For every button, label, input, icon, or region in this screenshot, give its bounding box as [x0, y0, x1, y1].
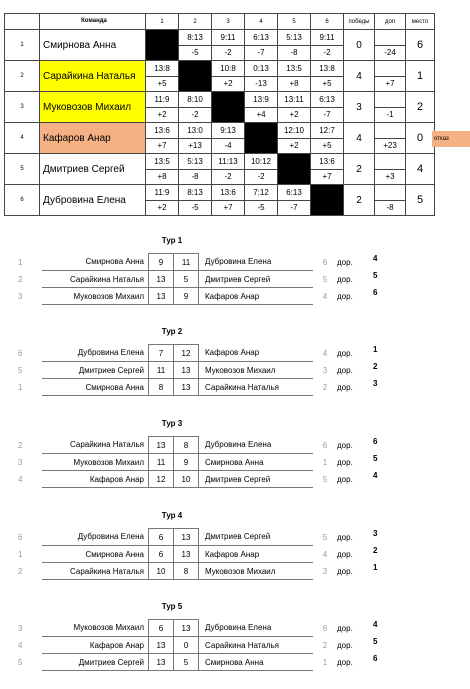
- tour-table: [18, 344, 386, 396]
- match-row: [18, 271, 385, 288]
- result-order: 3: [373, 378, 378, 388]
- place-value: 1: [406, 61, 435, 92]
- header-extra: доп: [375, 14, 406, 30]
- court-label: дор.: [337, 566, 353, 576]
- court-label: дор.: [337, 532, 353, 542]
- player2-score: 13: [174, 529, 199, 546]
- player1-index: 3: [18, 291, 23, 301]
- player1-name: Смирнова Анна: [42, 379, 149, 396]
- score-cell: [278, 61, 311, 92]
- score-value: 7:12: [245, 186, 277, 201]
- score-value: 8:13: [179, 186, 211, 201]
- court-label: дор.: [337, 365, 353, 375]
- score-diff: +4: [256, 109, 266, 119]
- place-value: 5: [406, 185, 435, 216]
- player2-name: Муковозов Михаил: [199, 563, 314, 580]
- match-row: [18, 471, 385, 488]
- match-row: [18, 620, 385, 637]
- player1-index: 2: [18, 566, 23, 576]
- player2-index: 2: [322, 382, 328, 392]
- extra-value: +7: [385, 78, 395, 88]
- header-col-2: 2: [179, 14, 212, 30]
- row-index: 4: [5, 123, 40, 154]
- player2-index: 1: [322, 457, 328, 467]
- score-cell: [311, 154, 344, 185]
- match-row: [18, 563, 385, 580]
- score-cell: [179, 30, 212, 61]
- player1-name: Дубровина Елена: [42, 345, 149, 362]
- player1-name: Муковозов Михаил: [42, 454, 149, 471]
- score-value: 6:13: [278, 186, 310, 201]
- score-value: 13:0: [179, 124, 211, 139]
- score-cell: [245, 61, 278, 92]
- score-cell: [179, 123, 212, 154]
- header-wins: победы: [344, 14, 375, 30]
- score-value: 13:9: [245, 93, 277, 108]
- header-col-1: 1: [146, 14, 179, 30]
- result-order: 5: [373, 270, 378, 280]
- player1-name: Сарайкина Наталья: [42, 437, 149, 454]
- player-name: Кафаров Анар: [40, 123, 146, 154]
- score-cell: [245, 92, 278, 123]
- player2-score: 13: [174, 379, 199, 396]
- player1-index: 1: [18, 549, 23, 559]
- player1-score: 10: [149, 563, 174, 580]
- score-value: 13:8: [146, 62, 178, 77]
- player2-score: 12: [174, 345, 199, 362]
- match-row: [18, 654, 385, 671]
- player1-name: Смирнова Анна: [42, 546, 149, 563]
- player1-score: 13: [149, 271, 174, 288]
- player1-name: Кафаров Анар: [42, 637, 149, 654]
- court-label: дор.: [337, 274, 353, 284]
- match-row: [18, 637, 385, 654]
- player1-score: 13: [149, 288, 174, 305]
- player2-index: 6: [322, 623, 328, 633]
- player2-score: 13: [174, 546, 199, 563]
- player2-index: 6: [322, 440, 328, 450]
- player2-index: 4: [322, 291, 328, 301]
- score-cell: [212, 61, 245, 92]
- standings-table: [4, 13, 435, 216]
- player2-name: Дубровина Елена: [199, 437, 314, 454]
- player2-score: 13: [174, 620, 199, 637]
- player1-name: Сарайкина Наталья: [42, 271, 149, 288]
- player1-index: 3: [18, 623, 23, 633]
- match-row: [18, 546, 385, 563]
- extra-cell: [375, 185, 406, 216]
- score-diff: +2: [289, 109, 299, 119]
- score-diff: -5: [191, 47, 199, 57]
- score-value: 13:5: [278, 62, 310, 77]
- player2-index: 5: [322, 532, 328, 542]
- header-col-4: 4: [245, 14, 278, 30]
- extra-value: +23: [383, 140, 397, 150]
- player2-name: Смирнова Анна: [199, 654, 314, 671]
- player2-score: 8: [174, 437, 199, 454]
- player2-name: Дубровина Елена: [199, 620, 314, 637]
- header-col-6: 6: [311, 14, 344, 30]
- place-value: 2: [406, 92, 435, 123]
- player1-score: 13: [149, 437, 174, 454]
- score-diff: -7: [323, 109, 331, 119]
- score-cell: [245, 185, 278, 216]
- score-value: 13:5: [146, 155, 178, 170]
- player2-score: 9: [174, 288, 199, 305]
- player1-name: Дубровина Елена: [42, 529, 149, 546]
- player2-index: 5: [322, 474, 328, 484]
- result-order: 4: [373, 253, 378, 263]
- player1-score: 11: [149, 454, 174, 471]
- player1-index: 1: [18, 382, 23, 392]
- player-name: Муковозов Михаил: [40, 92, 146, 123]
- score-cell: [212, 154, 245, 185]
- match-row: [18, 454, 385, 471]
- score-cell: [278, 185, 311, 216]
- player1-index: 1: [18, 257, 23, 267]
- wins-value: 3: [344, 92, 375, 123]
- score-value: 6:13: [245, 31, 277, 46]
- score-value: 9:11: [212, 31, 244, 46]
- player2-score: 0: [174, 637, 199, 654]
- score-diff: +8: [289, 78, 299, 88]
- header-place: место: [406, 14, 435, 30]
- score-diff: -7: [290, 202, 298, 212]
- player2-index: 4: [322, 348, 328, 358]
- place-value: 4: [406, 154, 435, 185]
- score-diff: -2: [191, 109, 199, 119]
- player2-name: Кафаров Анар: [199, 345, 314, 362]
- result-order: 6: [373, 287, 378, 297]
- score-value: 8:10: [179, 93, 211, 108]
- match-row: [18, 288, 385, 305]
- tour-title: Тур 2: [161, 327, 183, 336]
- score-value: 13:6: [212, 186, 244, 201]
- result-order: 2: [373, 361, 378, 371]
- tour-title: Тур 3: [161, 419, 183, 428]
- score-cell: [146, 123, 179, 154]
- player2-name: Дмитриев Сергей: [199, 271, 314, 288]
- player1-index: 6: [18, 532, 23, 542]
- player2-score: 10: [174, 471, 199, 488]
- player-name: Дмитриев Сергей: [40, 154, 146, 185]
- score-value: 11:9: [146, 93, 178, 108]
- score-diff: -2: [224, 171, 232, 181]
- score-cell: [311, 92, 344, 123]
- score-value: 5:13: [179, 155, 211, 170]
- player1-name: Кафаров Анар: [42, 471, 149, 488]
- player1-score: 9: [149, 254, 174, 271]
- score-value: 11:13: [212, 155, 244, 170]
- player1-score: 7: [149, 345, 174, 362]
- result-order: 5: [373, 636, 378, 646]
- score-value: 13:8: [311, 62, 343, 77]
- player2-index: 3: [322, 566, 328, 576]
- score-diff: -7: [257, 47, 265, 57]
- result-order: 4: [373, 619, 378, 629]
- player1-name: Дмитриев Сергей: [42, 654, 149, 671]
- player1-score: 12: [149, 471, 174, 488]
- score-diff: +7: [322, 171, 332, 181]
- score-value: 9:13: [212, 124, 244, 139]
- wins-value: 0: [344, 30, 375, 61]
- header-index: [5, 14, 40, 30]
- score-value: 9:11: [311, 31, 343, 46]
- player1-name: Смирнова Анна: [42, 254, 149, 271]
- score-value: 0:13: [245, 62, 277, 77]
- extra-value: -1: [386, 109, 394, 119]
- court-label: дор.: [337, 549, 353, 559]
- player1-name: Муковозов Михаил: [42, 288, 149, 305]
- standings-body: [5, 30, 435, 216]
- extra-value: -8: [386, 202, 394, 212]
- score-cell: [146, 92, 179, 123]
- score-value: 13:11: [278, 93, 310, 108]
- score-cell: [146, 61, 179, 92]
- player1-score: 11: [149, 362, 174, 379]
- score-value: 13:6: [146, 124, 178, 139]
- score-cell: [245, 30, 278, 61]
- result-order: 2: [373, 545, 378, 555]
- player2-score: 11: [174, 254, 199, 271]
- standings-row: [5, 185, 435, 216]
- result-order: 4: [373, 470, 378, 480]
- standings-row: [5, 154, 435, 185]
- score-value: 10:12: [245, 155, 277, 170]
- player2-index: 3: [322, 365, 328, 375]
- standings-row: [5, 92, 435, 123]
- tour-table: [18, 528, 386, 580]
- row-index: 1: [5, 30, 40, 61]
- result-order: 5: [373, 453, 378, 463]
- standings-row: [5, 61, 435, 92]
- player2-name: Сарайкина Наталья: [199, 637, 314, 654]
- place-value: 0: [406, 123, 435, 154]
- court-label: дор.: [337, 474, 353, 484]
- tour-title: Тур 4: [161, 511, 183, 520]
- header-team: Команда: [40, 14, 146, 30]
- player2-name: Кафаров Анар: [199, 546, 314, 563]
- player2-name: Дубровина Елена: [199, 254, 314, 271]
- score-diff: +7: [223, 202, 233, 212]
- self-match-cell: [245, 123, 278, 154]
- player2-index: 4: [322, 549, 328, 559]
- score-diff: +5: [322, 78, 332, 88]
- player1-score: 13: [149, 654, 174, 671]
- extra-cell: [375, 123, 406, 154]
- score-diff: -8: [290, 47, 298, 57]
- extra-value: -24: [384, 47, 396, 57]
- player2-score: 8: [174, 563, 199, 580]
- header-col-5: 5: [278, 14, 311, 30]
- player2-name: Кафаров Анар: [199, 288, 314, 305]
- player2-name: Сарайкина Наталья: [199, 379, 314, 396]
- extra-value: +3: [385, 171, 395, 181]
- score-cell: [311, 30, 344, 61]
- extra-cell: [375, 154, 406, 185]
- result-order: 1: [373, 344, 378, 354]
- result-order: 6: [373, 436, 378, 446]
- score-cell: [245, 154, 278, 185]
- score-cell: [311, 61, 344, 92]
- wins-value: 4: [344, 123, 375, 154]
- score-cell: [179, 154, 212, 185]
- self-match-cell: [311, 185, 344, 216]
- wins-value: 4: [344, 61, 375, 92]
- tour-title: Тур 5: [161, 602, 183, 611]
- score-diff: -8: [191, 171, 199, 181]
- court-label: дор.: [337, 257, 353, 267]
- tour-table: [18, 436, 386, 488]
- score-cell: [278, 30, 311, 61]
- court-label: дор.: [337, 640, 353, 650]
- player2-name: Муковозов Михаил: [199, 362, 314, 379]
- standings-header-row: [5, 14, 435, 30]
- player1-index: 5: [18, 657, 23, 667]
- court-label: дор.: [337, 440, 353, 450]
- wins-value: 2: [344, 154, 375, 185]
- player1-index: 5: [18, 365, 23, 375]
- score-diff: -13: [255, 78, 267, 88]
- player1-index: 6: [18, 348, 23, 358]
- extra-cell: [375, 30, 406, 61]
- score-cell: [212, 123, 245, 154]
- score-cell: [278, 123, 311, 154]
- player2-score: 5: [174, 654, 199, 671]
- match-row: [18, 529, 385, 546]
- result-order: 3: [373, 528, 378, 538]
- player1-score: 6: [149, 620, 174, 637]
- player1-score: 6: [149, 546, 174, 563]
- score-value: 13:6: [311, 155, 343, 170]
- score-diff: -4: [224, 140, 232, 150]
- row-index: 6: [5, 185, 40, 216]
- refusal-note: отказ: [432, 131, 470, 147]
- row-index: 3: [5, 92, 40, 123]
- score-cell: [212, 30, 245, 61]
- court-label: дор.: [337, 348, 353, 358]
- score-diff: -2: [257, 171, 265, 181]
- score-diff: +2: [223, 78, 233, 88]
- score-diff: -5: [191, 202, 199, 212]
- match-row: [18, 362, 385, 379]
- tour-table: [18, 253, 386, 305]
- player1-score: 8: [149, 379, 174, 396]
- match-row: [18, 254, 385, 271]
- player1-score: 6: [149, 529, 174, 546]
- score-value: 8:13: [179, 31, 211, 46]
- match-row: [18, 379, 385, 396]
- player2-score: 9: [174, 454, 199, 471]
- standings-row: [5, 30, 435, 61]
- score-diff: +2: [289, 140, 299, 150]
- court-label: дор.: [337, 657, 353, 667]
- tour-title: Тур 1: [161, 236, 183, 245]
- score-cell: [146, 154, 179, 185]
- score-value: 12:10: [278, 124, 310, 139]
- player1-index: 2: [18, 440, 23, 450]
- player-name: Сарайкина Наталья: [40, 61, 146, 92]
- player2-index: 2: [322, 640, 328, 650]
- score-cell: [179, 185, 212, 216]
- player2-score: 5: [174, 271, 199, 288]
- wins-value: 2: [344, 185, 375, 216]
- extra-cell: [375, 92, 406, 123]
- score-diff: +2: [157, 109, 167, 119]
- court-label: дор.: [337, 457, 353, 467]
- player1-index: 3: [18, 457, 23, 467]
- self-match-cell: [146, 30, 179, 61]
- row-index: 5: [5, 154, 40, 185]
- player1-score: 13: [149, 637, 174, 654]
- player1-name: Муковозов Михаил: [42, 620, 149, 637]
- score-cell: [278, 92, 311, 123]
- score-value: 6:13: [311, 93, 343, 108]
- score-diff: +5: [157, 78, 167, 88]
- score-diff: +5: [322, 140, 332, 150]
- player1-index: 4: [18, 474, 23, 484]
- score-value: 5:13: [278, 31, 310, 46]
- self-match-cell: [212, 92, 245, 123]
- score-diff: -2: [323, 47, 331, 57]
- score-diff: +8: [157, 171, 167, 181]
- score-value: 11:9: [146, 186, 178, 201]
- result-order: 6: [373, 653, 378, 663]
- match-row: [18, 345, 385, 362]
- court-label: дор.: [337, 291, 353, 301]
- score-value: 10:8: [212, 62, 244, 77]
- player1-index: 4: [18, 640, 23, 650]
- court-label: дор.: [337, 382, 353, 392]
- match-row: [18, 437, 385, 454]
- standings-row: [5, 123, 435, 154]
- player2-index: 6: [322, 257, 328, 267]
- self-match-cell: [278, 154, 311, 185]
- player-name: Дубровина Елена: [40, 185, 146, 216]
- score-diff: +13: [188, 140, 202, 150]
- extra-cell: [375, 61, 406, 92]
- player2-name: Смирнова Анна: [199, 454, 314, 471]
- player2-score: 13: [174, 362, 199, 379]
- player2-name: Дмитриев Сергей: [199, 529, 314, 546]
- result-order: 1: [373, 562, 378, 572]
- score-diff: -5: [257, 202, 265, 212]
- score-diff: +2: [157, 202, 167, 212]
- player1-index: 2: [18, 274, 23, 284]
- score-diff: +7: [157, 140, 167, 150]
- player1-name: Дмитриев Сергей: [42, 362, 149, 379]
- score-cell: [311, 123, 344, 154]
- player2-index: 1: [322, 657, 328, 667]
- tour-table: [18, 619, 386, 671]
- player1-name: Сарайкина Наталья: [42, 563, 149, 580]
- player2-index: 5: [322, 274, 328, 284]
- score-cell: [212, 185, 245, 216]
- court-label: дор.: [337, 623, 353, 633]
- score-diff: -2: [224, 47, 232, 57]
- row-index: 2: [5, 61, 40, 92]
- score-value: 12:7: [311, 124, 343, 139]
- player2-name: Дмитриев Сергей: [199, 471, 314, 488]
- place-value: 6: [406, 30, 435, 61]
- player-name: Смирнова Анна: [40, 30, 146, 61]
- score-cell: [146, 185, 179, 216]
- self-match-cell: [179, 61, 212, 92]
- score-cell: [179, 92, 212, 123]
- header-col-3: 3: [212, 14, 245, 30]
